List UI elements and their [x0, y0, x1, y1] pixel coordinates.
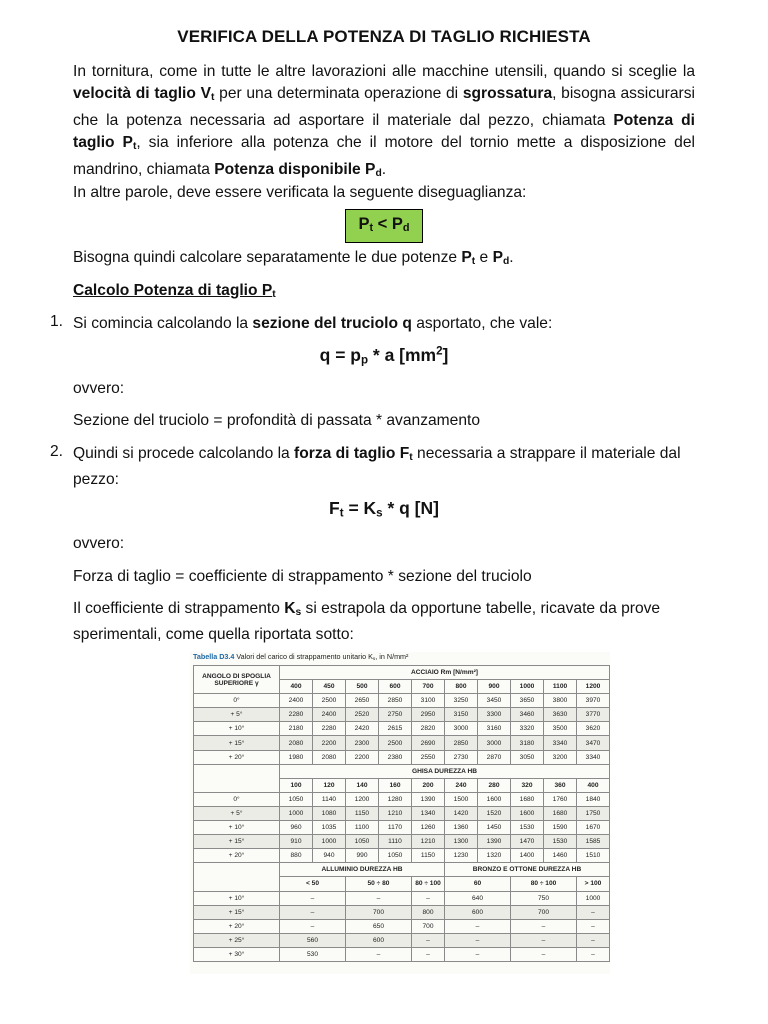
ks-value: 700 — [412, 919, 445, 933]
ks-value: 1680 — [511, 792, 544, 806]
ks-value: – — [511, 947, 577, 961]
ks-value: 940 — [313, 849, 346, 863]
ks-value: 3970 — [577, 694, 610, 708]
steel-col-header: 1100 — [544, 680, 577, 694]
ks-value: 1470 — [511, 835, 544, 849]
bronze-col-header: 60 — [445, 877, 511, 891]
ks-value: 910 — [280, 835, 313, 849]
ks-value: 1340 — [412, 806, 445, 820]
ks-value: 1000 — [280, 806, 313, 820]
ks-value: 2080 — [313, 750, 346, 764]
steel-header: ACCIAIO Rm [N/mm²] — [280, 666, 610, 680]
angle-header: ANGOLO DI SPOGLIA SUPERIORE γ — [194, 666, 280, 694]
ks-value: 3340 — [577, 750, 610, 764]
ks-value: 1080 — [313, 806, 346, 820]
steel-data-row — [194, 694, 610, 708]
alu-bronze-data-row — [194, 905, 610, 919]
ks-value: 2870 — [478, 750, 511, 764]
intro-paragraph: In tornitura, come in tutte le altre lavorazioni alle macchine utensili, quando si sceglie la velocità di taglio $V_t$ per una determinata operazione di sgrossatura, bisogna assicurarsi che la potenza necessaria ad asportare il materiale dal pezzo, chiamata Potenza di taglio $P_t$, sia inferiore alla potenza che il motore del tornio mette a disposizione del mandrino, chiamata Potenza disponibile $P_d$. — [73, 63, 695, 179]
steel-header-row — [194, 666, 610, 680]
ks-value: – — [412, 933, 445, 947]
ks-value: – — [280, 919, 346, 933]
ks-value: 2280 — [313, 722, 346, 736]
ks-value: 560 — [280, 933, 346, 947]
steel-data-row — [194, 708, 610, 722]
ks-value: 1300 — [445, 835, 478, 849]
iron-col-header: 120 — [313, 778, 346, 792]
steel-col-header: 800 — [445, 680, 478, 694]
steel-col-header: 600 — [379, 680, 412, 694]
angle-cell: + 20° — [194, 750, 280, 764]
ks-value: 1390 — [478, 835, 511, 849]
ks-value: 2400 — [280, 694, 313, 708]
ks-value: 3000 — [445, 722, 478, 736]
intro-text-2: per una determinata operazione di — [214, 85, 463, 103]
ks-value: 1320 — [478, 849, 511, 863]
ks-value: 2500 — [313, 694, 346, 708]
ks-value: 3770 — [577, 708, 610, 722]
ks-value: 1210 — [412, 835, 445, 849]
ks-value: 1750 — [577, 806, 610, 820]
iron-col-header: 100 — [280, 778, 313, 792]
ks-value: 3320 — [511, 722, 544, 736]
available-power-term: Potenza disponibile $P_d$ — [214, 160, 382, 179]
alu-bronze-header-row — [194, 863, 610, 877]
ks-value: 2615 — [379, 722, 412, 736]
ks-value: – — [577, 919, 610, 933]
steel-col-header: 1000 — [511, 680, 544, 694]
iron-header: GHISA DUREZZA HB — [280, 764, 610, 778]
steel-col-header: 900 — [478, 680, 511, 694]
ks-value: 3620 — [577, 722, 610, 736]
ks-value: 2380 — [379, 750, 412, 764]
ks-value: 3200 — [544, 750, 577, 764]
angle-cell: + 15° — [194, 835, 280, 849]
ks-value: 2080 — [280, 736, 313, 750]
ks-value: 3250 — [445, 694, 478, 708]
ovvero-2: ovvero: — [73, 535, 125, 552]
ks-value: 2180 — [280, 722, 313, 736]
iron-col-header: 140 — [346, 778, 379, 792]
ks-value: 1230 — [445, 849, 478, 863]
aluminium-col-header: 50 ÷ 80 — [346, 877, 412, 891]
steel-col-header: 700 — [412, 680, 445, 694]
ks-value: 1530 — [511, 821, 544, 835]
ks-value: – — [577, 933, 610, 947]
ks-table — [193, 665, 610, 962]
ks-value: 1520 — [478, 806, 511, 820]
ks-value: 3100 — [412, 694, 445, 708]
ks-value: 3460 — [511, 708, 544, 722]
ks-value: 1140 — [313, 792, 346, 806]
ks-value: 1000 — [577, 891, 610, 905]
definition-1: Sezione del truciolo = profondità di passata * avanzamento — [73, 412, 480, 429]
ks-value: 3470 — [577, 736, 610, 750]
coefficient-paragraph: Il coefficiente di strappamento $K_s$ si estrapola da opportune tabelle, ricavate da prove sperimentali, come quella riportata sotto: — [73, 600, 661, 644]
ks-value: 2300 — [346, 736, 379, 750]
aluminium-header: ALLUMINIO DUREZZA HB — [280, 863, 445, 877]
cutting-speed-term: velocità di taglio $V_t$ — [73, 85, 215, 104]
steel-col-header: 1200 — [577, 680, 610, 694]
ks-value: 2750 — [379, 708, 412, 722]
angle-cell: + 10° — [194, 722, 280, 736]
ks-value: 1150 — [346, 806, 379, 820]
alu-bronze-data-row — [194, 933, 610, 947]
ks-value: 640 — [445, 891, 511, 905]
ks-value: 1200 — [346, 792, 379, 806]
calc-line: Bisogna quindi calcolare separatamente le due potenze $P_t$ e $P_d$. — [73, 249, 514, 268]
ks-value: 650 — [346, 919, 412, 933]
ks-value: – — [346, 947, 412, 961]
angle-cell: + 15° — [194, 905, 280, 919]
ks-value: – — [445, 947, 511, 961]
ks-value: 1450 — [478, 821, 511, 835]
cutting-power-term: Potenza di taglio $P_t$ — [73, 111, 695, 153]
ks-value: 1590 — [544, 821, 577, 835]
ks-value: 3630 — [544, 708, 577, 722]
angle-cell: + 30° — [194, 947, 280, 961]
ks-value: 1390 — [412, 792, 445, 806]
definition-2: Forza di taglio = coefficiente di strappamento * sezione del truciolo — [73, 568, 532, 585]
bronze-header: BRONZO E OTTONE DUREZZA HB — [445, 863, 610, 877]
aluminium-col-header: 80 ÷ 100 — [412, 877, 445, 891]
angle-cell: + 5° — [194, 708, 280, 722]
ks-value: 1000 — [313, 835, 346, 849]
ks-value: 2850 — [379, 694, 412, 708]
ks-value: 2730 — [445, 750, 478, 764]
ks-value: – — [577, 905, 610, 919]
ks-value: – — [412, 947, 445, 961]
step-2-number: 2. — [50, 443, 64, 460]
ks-value: – — [445, 933, 511, 947]
formula-cutting-force: $F_t = K_s * q$ [N] — [329, 498, 439, 520]
intro-text-4: , sia inferiore alla potenza che il motore del tornio mette a disposizione del mandrino, chiamata — [73, 134, 695, 178]
ks-value: 2850 — [445, 736, 478, 750]
ks-value: 2500 — [379, 736, 412, 750]
ks-value: 700 — [511, 905, 577, 919]
table-caption: Tabella D3.4 Valori del carico di strappamento unitario $K_s$, in N/mm² — [193, 652, 409, 662]
angle-cell: + 20° — [194, 919, 280, 933]
alu-bronze-data-row — [194, 947, 610, 961]
ks-value: 3800 — [544, 694, 577, 708]
ks-value: 1585 — [577, 835, 610, 849]
ks-value: – — [412, 891, 445, 905]
ks-value: 1210 — [379, 806, 412, 820]
ks-value: 1100 — [346, 821, 379, 835]
iron-data-row — [194, 849, 610, 863]
ks-value: – — [511, 919, 577, 933]
steel-col-header: 400 — [280, 680, 313, 694]
inequality-intro: In altre parole, deve essere verificata la seguente diseguaglianza: — [73, 184, 527, 201]
steel-data-row — [194, 750, 610, 764]
ks-value: 2650 — [346, 694, 379, 708]
ks-value: 600 — [346, 933, 412, 947]
ks-value: 1980 — [280, 750, 313, 764]
ks-value: – — [577, 947, 610, 961]
ks-table-figure — [190, 652, 610, 974]
ks-value: 1460 — [544, 849, 577, 863]
formula-chip-section: $q = p_p * a$ $[mm^2]$ — [319, 345, 449, 367]
step-1-number: 1. — [50, 313, 64, 330]
ks-value: 2280 — [280, 708, 313, 722]
ks-value: 2820 — [412, 722, 445, 736]
ks-value: 2200 — [346, 750, 379, 764]
ks-value: 2690 — [412, 736, 445, 750]
steel-col-header: 450 — [313, 680, 346, 694]
ks-value: 1050 — [346, 835, 379, 849]
ks-value: 1110 — [379, 835, 412, 849]
iron-data-row — [194, 835, 610, 849]
ks-value: – — [445, 919, 511, 933]
roughing-term: sgrossatura — [462, 85, 553, 103]
ks-value: 600 — [445, 905, 511, 919]
ks-value: 1510 — [577, 849, 610, 863]
iron-col-header: 360 — [544, 778, 577, 792]
ks-value: 1420 — [445, 806, 478, 820]
ks-value: 1680 — [544, 806, 577, 820]
ks-value: – — [280, 905, 346, 919]
ks-value: – — [280, 891, 346, 905]
ks-value: 750 — [511, 891, 577, 905]
ks-value: 3150 — [445, 708, 478, 722]
angle-cell: 0° — [194, 694, 280, 708]
alu-bronze-data-row — [194, 919, 610, 933]
angle-cell: + 15° — [194, 736, 280, 750]
step-2-text: Quindi si procede calcolando la forza di taglio $F_t$ necessaria a strappare il materiale dal pezzo: — [73, 445, 681, 489]
ks-value: 880 — [280, 849, 313, 863]
ks-value: – — [511, 933, 577, 947]
ks-value: 1360 — [445, 821, 478, 835]
ks-value: 1400 — [511, 849, 544, 863]
ks-value: 1050 — [379, 849, 412, 863]
iron-col-header: 200 — [412, 778, 445, 792]
ks-value: 2950 — [412, 708, 445, 722]
iron-col-header: 400 — [577, 778, 610, 792]
ks-value: 1500 — [445, 792, 478, 806]
ks-value: 1530 — [544, 835, 577, 849]
bronze-col-header: > 100 — [577, 877, 610, 891]
angle-cell: + 25° — [194, 933, 280, 947]
angle-cell: + 10° — [194, 821, 280, 835]
inequality-box: $P_t < P_d$ — [345, 209, 422, 243]
ks-value: 2420 — [346, 722, 379, 736]
steel-data-row — [194, 722, 610, 736]
section-heading: Calcolo Potenza di taglio $P_t$ — [73, 282, 276, 301]
angle-cell: 0° — [194, 792, 280, 806]
ks-value: 3340 — [544, 736, 577, 750]
iron-data-row — [194, 792, 610, 806]
step-1-text: Si comincia calcolando la sezione del truciolo q asportato, che vale: — [73, 315, 553, 332]
ks-value: 2550 — [412, 750, 445, 764]
ks-value: 3160 — [478, 722, 511, 736]
alu-bronze-data-row — [194, 891, 610, 905]
ks-value: 1840 — [577, 792, 610, 806]
ks-value: 700 — [346, 905, 412, 919]
ks-value: 1035 — [313, 821, 346, 835]
ks-value: 1760 — [544, 792, 577, 806]
ovvero-1: ovvero: — [73, 380, 125, 397]
ks-value: 3300 — [478, 708, 511, 722]
ks-value: 3000 — [478, 736, 511, 750]
ks-value: 1260 — [412, 821, 445, 835]
iron-data-row — [194, 806, 610, 820]
steel-col-header: 500 — [346, 680, 379, 694]
ks-value: 1150 — [412, 849, 445, 863]
iron-col-header: 240 — [445, 778, 478, 792]
ks-value: 3050 — [511, 750, 544, 764]
iron-col-header: 280 — [478, 778, 511, 792]
ks-value: 990 — [346, 849, 379, 863]
ks-value: 1670 — [577, 821, 610, 835]
ks-value: 2400 — [313, 708, 346, 722]
iron-data-row — [194, 821, 610, 835]
ks-value: 3180 — [511, 736, 544, 750]
angle-cell: + 10° — [194, 891, 280, 905]
ks-value: 1600 — [478, 792, 511, 806]
intro-text-1: In tornitura, come in tutte le altre lavorazioni alle macchine utensili, quando si sceglie la — [73, 63, 695, 80]
ks-value: 1050 — [280, 792, 313, 806]
ks-value: 2520 — [346, 708, 379, 722]
iron-col-header: 320 — [511, 778, 544, 792]
ks-value: 530 — [280, 947, 346, 961]
page-title: VERIFICA DELLA POTENZA DI TAGLIO RICHIESTA — [177, 27, 591, 46]
iron-col-header: 160 — [379, 778, 412, 792]
ks-value: 960 — [280, 821, 313, 835]
ks-value: 800 — [412, 905, 445, 919]
iron-header-row — [194, 764, 610, 778]
ks-value: 3450 — [478, 694, 511, 708]
bronze-col-header: 80 ÷ 100 — [511, 877, 577, 891]
ks-value: 3500 — [544, 722, 577, 736]
ks-value: 2200 — [313, 736, 346, 750]
ks-value: 1600 — [511, 806, 544, 820]
steel-data-row — [194, 736, 610, 750]
angle-cell: + 5° — [194, 806, 280, 820]
ks-value: 1170 — [379, 821, 412, 835]
aluminium-col-header: < 50 — [280, 877, 346, 891]
ks-value: 1280 — [379, 792, 412, 806]
intro-text-3: , bisogna assicurarsi che la potenza necessaria ad asportare il materiale dal pezzo, chiamata — [73, 85, 695, 129]
angle-cell: + 20° — [194, 849, 280, 863]
ks-value: – — [346, 891, 412, 905]
ks-value: 3650 — [511, 694, 544, 708]
